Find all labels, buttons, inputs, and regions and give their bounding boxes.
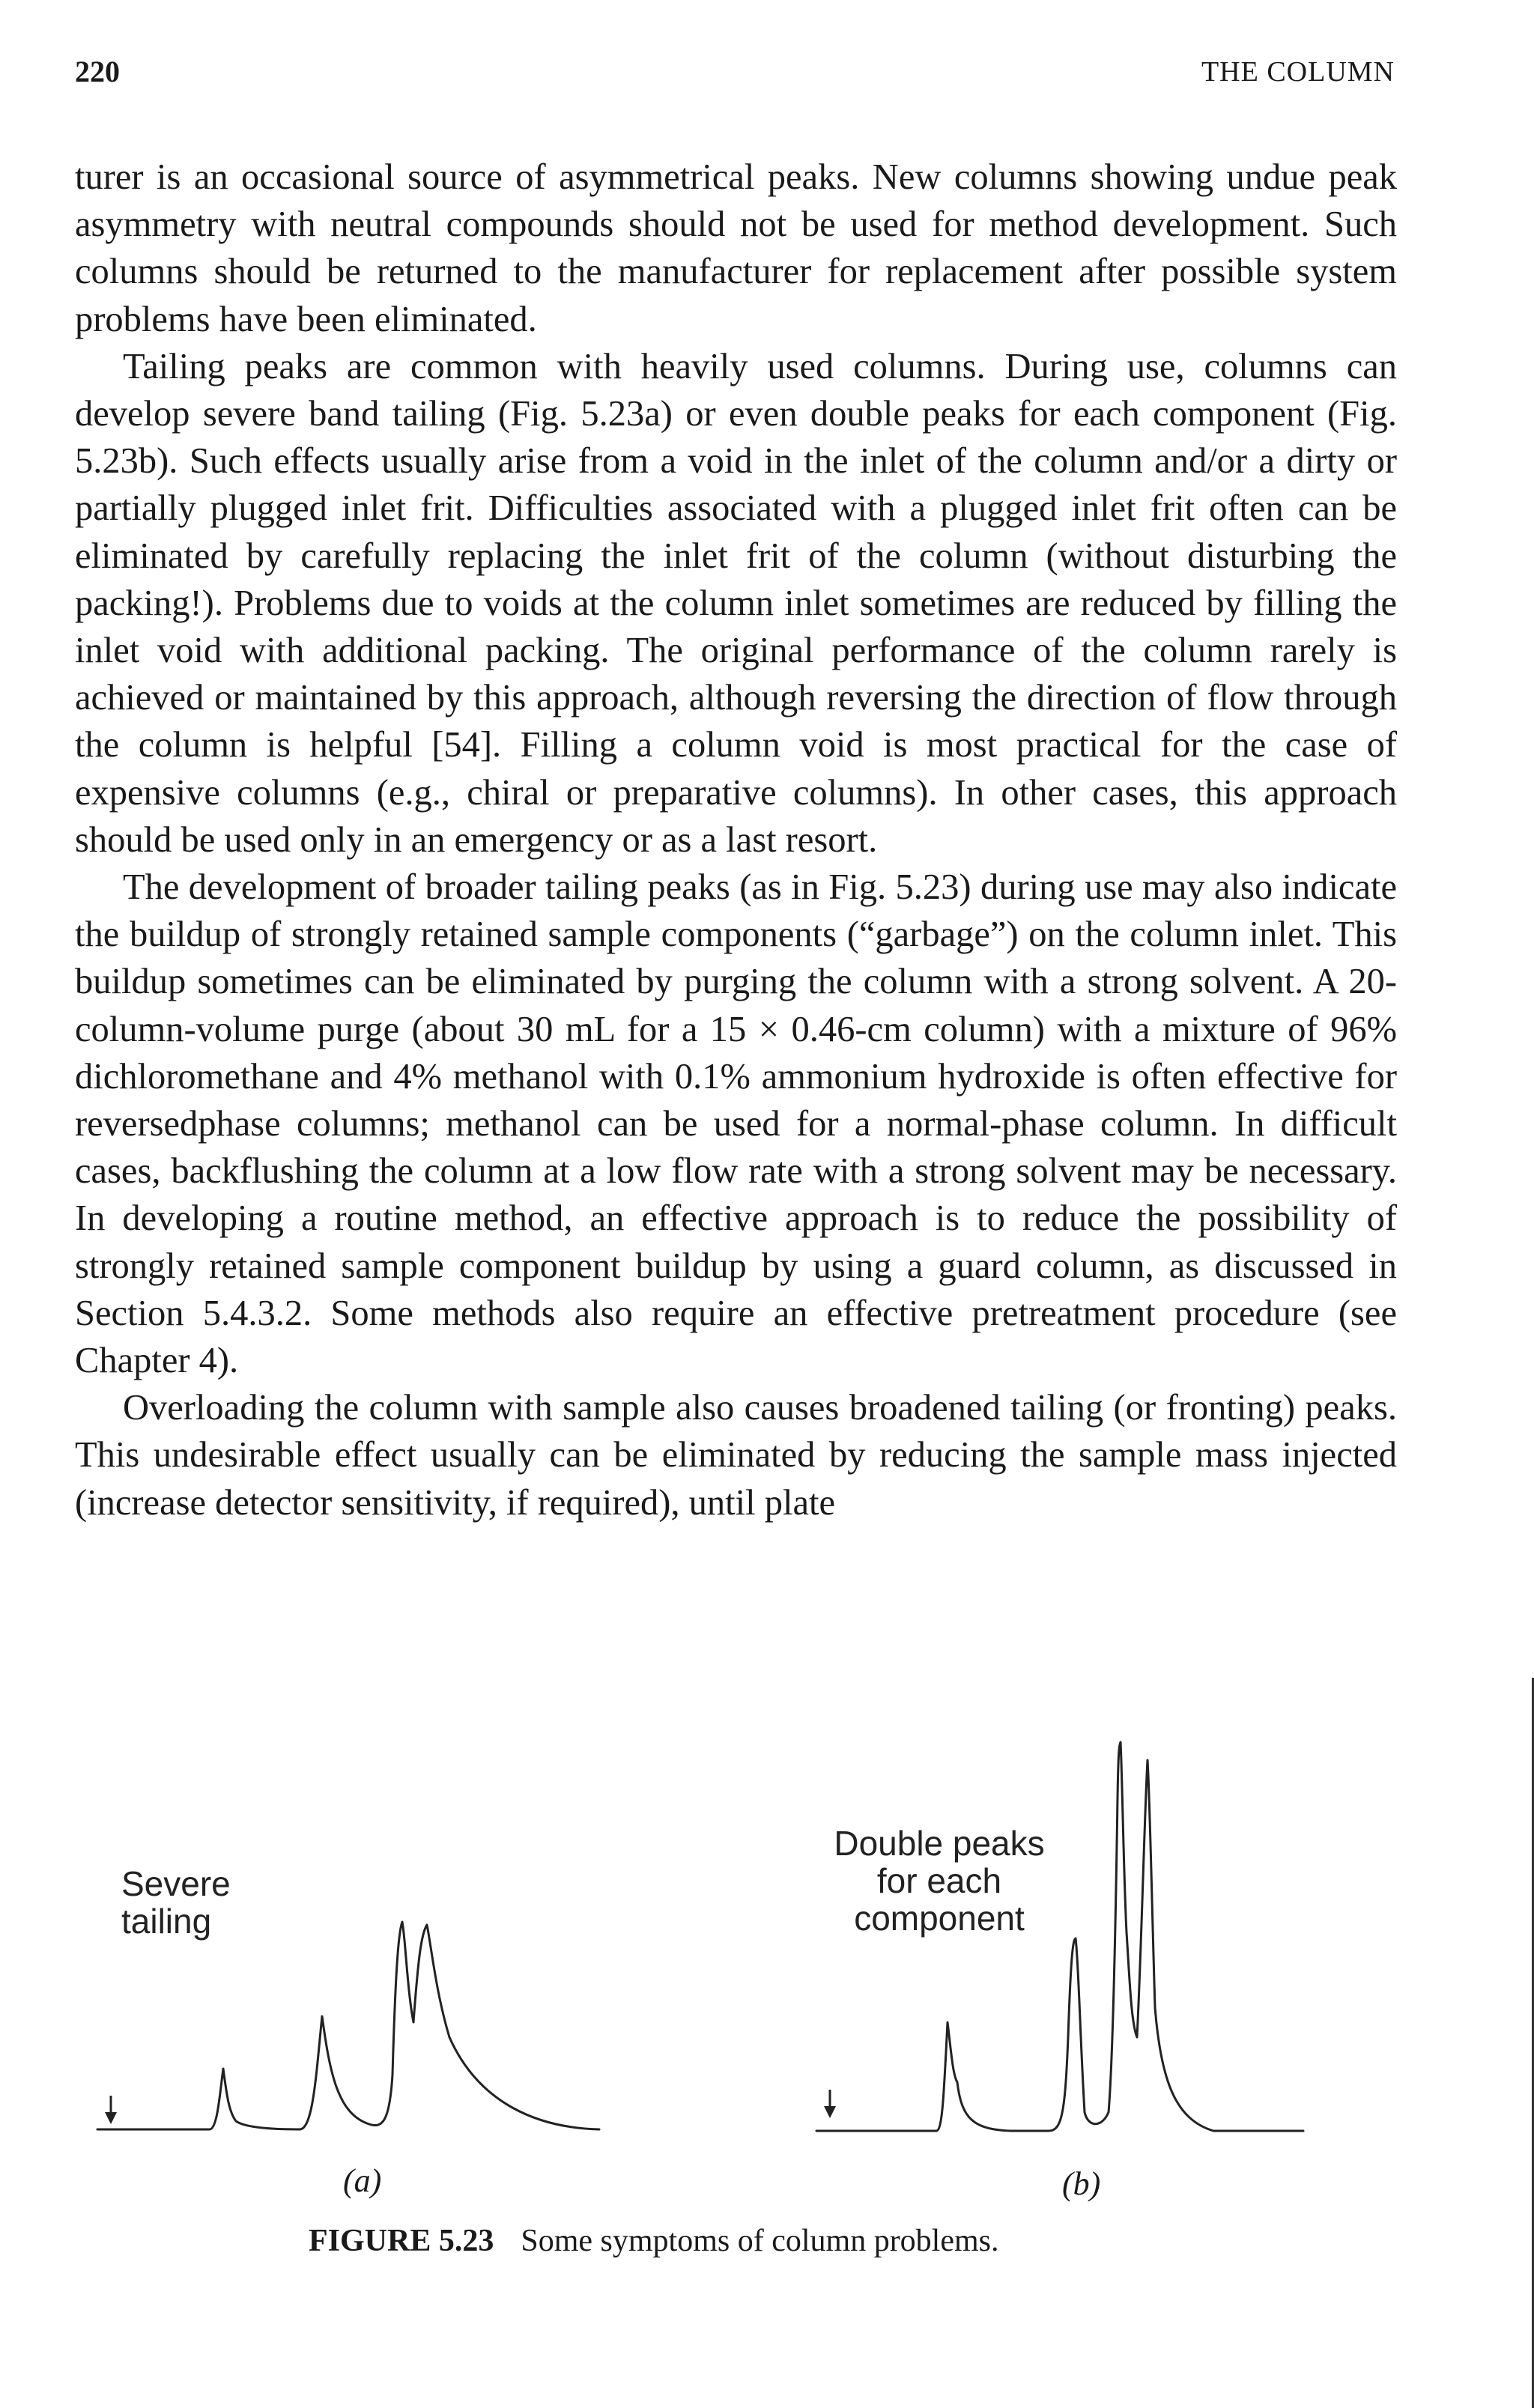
- injection-arrow-a: [105, 2096, 117, 2124]
- panel-a-label: Severe tailing: [121, 1864, 231, 1941]
- panel-b-tag: (b): [1062, 2165, 1101, 2202]
- figure-caption-number: FIGURE 5.23: [309, 2224, 494, 2258]
- paragraph-2: Tailing peaks are common with heavily used columns. During use, columns can develop severe band tailing (Fig. 5.23a) or even double peaks for each component (Fig. 5.23b). Such effects usually arise from a void in the inlet of the column and/or a dirty or partially plugged inlet frit. Difficulties associated with a plugged inlet frit often can be eliminated by carefully replacing the inlet frit of the column (without disturbing the packing!). Problems due to voids at the column inlet sometimes are reduced by filling the inlet void with additional packing. The original performance of the column rarely is achieved or maintained by this approach, although reversing the direction of flow through the column is helpful [54]. Filling a column void is most practical for the case of expensive columns (e.g., chiral or preparative columns). In other cases, this approach should be used only in an emergency or as a last resort.: [75, 346, 1397, 860]
- paragraph-3: The development of broader tailing peaks (as in Fig. 5.23) during use may also indicate the buildup of strongly retained sample components (“garbage”) on the column inlet. This buildup sometimes can be eliminated by purging the column with a strong solvent. A 20-column-volume purge (about 30 mL for a 15 × 0.46-cm column) with a mixture of 96% dichloromethane and 4% methanol with 0.1% ammonium hydroxide is often effective for reversedphase columns; methanol can be used for a normal-phase column. In difficult cases, backflushing the column at a low flow rate with a strong solvent may be necessary. In developing a routine method, an effective approach is to reduce the possibility of strongly retained sample component buildup by using a guard column, as discussed in Section 5.4.3.2. Some methods also require an effective pretreatment procedure (see Chapter 4).: [75, 867, 1397, 1381]
- figure-caption-text: Some symptoms of column problems.: [521, 2224, 999, 2258]
- body-text: [75, 154, 1397, 1526]
- trace-a-line: [97, 1922, 599, 2129]
- trace-a: [97, 1922, 599, 2129]
- running-head: THE COLUMN: [1201, 56, 1395, 88]
- panel-b-label: Double peaks for each component: [834, 1824, 1045, 1938]
- figure-caption: [309, 2223, 999, 2259]
- injection-arrow-b: [824, 2090, 836, 2118]
- page-number: 220: [75, 55, 120, 88]
- paragraph-1: turer is an occasional source of asymmetrical peaks. New columns showing undue peak asymmetry with neutral compounds should not be used for method development. Such columns should be returned to the manufacturer for replacement after possible system problems have been eliminated.: [75, 157, 1397, 339]
- paragraph-4: Overloading the column with sample also causes broadened tailing (or fronting) peaks. This undesirable effect usually can be eliminated by reducing the sample mass injected (increase detector sensitivity, if required), until plate: [75, 1388, 1397, 1523]
- figure-5-23: [75, 1723, 1438, 2292]
- chromatogram-drawing: [75, 1723, 1438, 2292]
- panel-a-tag: (a): [343, 2162, 382, 2199]
